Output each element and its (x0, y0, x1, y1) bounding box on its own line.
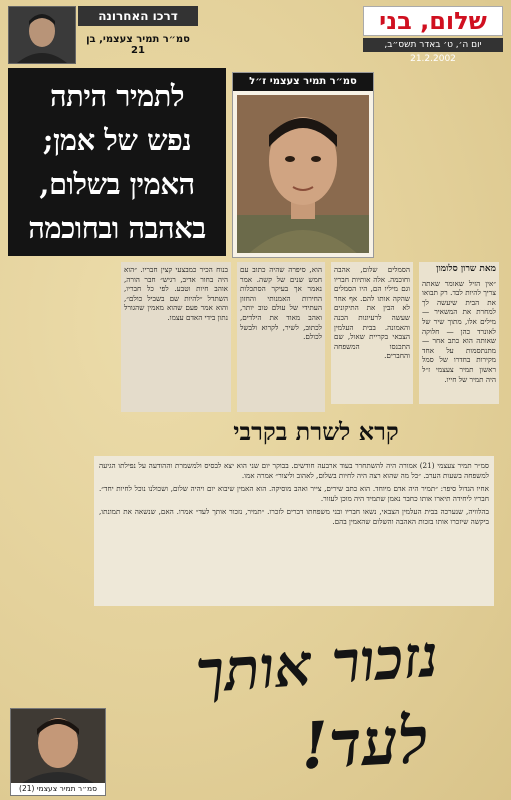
handwritten-line-1: נזכור אותך (193, 621, 441, 707)
last-path-labels (78, 6, 198, 62)
headline-line-3: האמין בשלום, (39, 167, 195, 201)
main-portrait (232, 72, 374, 258)
column-text: הסמלים שלום, אהבה וחוכמה. אלה אותיות חבריו וגם מיליו הם, היו הסמלים שהקה אותו להם. אף אחר לא הבין את התיקונים שעשה לרעיונות הכנה והאמונה. בבית העלמין הצבאי בקריית שאול, שם התכנסו המשפחה והחברים. (334, 265, 410, 361)
main-portrait-photo (237, 95, 369, 253)
article-column-3 (237, 262, 325, 412)
article-body-2 (94, 456, 494, 606)
subheading: קרא לשרת בקרבי (233, 417, 399, 446)
handwritten-line-2: לעד! (298, 702, 430, 785)
small-portrait-photo (8, 6, 76, 64)
bottom-portrait-caption: סמ״ר תמיר צעצמי (21) (11, 783, 105, 795)
shalom-title: שלום, בני (363, 6, 503, 36)
last-path-box (8, 6, 198, 62)
paragraph: סמ״ר תמיר צעצמי (21) אמורה היה להשתחרר בעוד ארבעה חודשים. בבוקר יום שני הוא יצא לבסיס ולמשמרת וההודעה על נפילתו הגיעה למשפחה בשעות הערב. ״כל מה שהוא רצה היה לחיות בשלום, לאהוב וליצור״ אמרה אמו. (99, 461, 489, 480)
article-column-2 (331, 262, 413, 404)
main-portrait-caption: סמ״ר תמיר צעצמי ז״ל (233, 73, 373, 91)
soldier-tag: סמ״ר תמיר צעצמי, בן 21 (86, 34, 190, 56)
dateline: יום ה׳, ט׳ באדר תשס״ב, 21.2.2002 (363, 38, 503, 52)
byline: מאת שרון סלומון (436, 264, 496, 274)
headline-line-2: נפש של אמן; (42, 123, 192, 157)
column-text: הוא, סיפרה שהיה כתוב עם חמש שנים של קשה. אמר נאמר אך בעיקר הסתכלות החירות האמנותי והחזון העתידי של עולם טוב יותר, ואהב מאוד את הילדים, לכתוב, לשיר, לקרוא ולבשל לכולם. (240, 265, 322, 342)
article-column-1 (419, 262, 499, 404)
column-text: בנוח הכיר כמבצעי קצין חבריו. ״הוא היה בחור אדיב, רגיש״ חבר הורה, אוהב חיות וטבע. לפי כל חבריו, השתדל ״להיות שם בשביל כולם״, והוא אמר פעם שהוא מאמין שהגורל נתון בידי האדם עצמו. (124, 265, 228, 322)
article-column-4 (121, 262, 231, 412)
portrait-icon (9, 7, 75, 63)
portrait-icon (11, 709, 105, 785)
paragraph: בהלוויה, שנערכה בבית העלמין הצבאי, נשאו חבריו ובני משפחתו דברים לזכרו. ״תמיר, נזכור אותך לעד״ אמרו. האם, שנשאה את תמונתו, ביקשה שיזכרו אותו בזכות האהבה והשלום שהאמין בהם. (99, 507, 489, 526)
last-path-tag: דרכו האחרונה (78, 6, 198, 26)
section-header (363, 6, 503, 64)
column-text: ״אין הזיל שאומר שאתה צריך להיות לבד. רק תבואו את הבית שיעשה לך למחרת את המשאיר — מילים אלו, מתוך שיר של לאונרד כהן — חלוקה שאותה הוא כתב אחר — מתנתסמות על אחד מקירות בחדרו של סמל ראשון תמיר צעצמי ז״ל היה תמיר של חייו. (422, 278, 496, 384)
paragraph: אחיו הגדול סיפר: ״תמיר היה אדם מיוחד. הוא כתב שירים, צייר ואהב מוסיקה. הוא האמין שיבוא יום ויהיה שלום, ושכולנו נוכל לחיות יחד״. חבריו ליחידה תיארו אותו כחבר נאמן שתמיד היה מוכן לעזור. (99, 484, 489, 503)
headline-line-1: לתמיר היתה (49, 79, 185, 113)
headline-block (8, 68, 226, 256)
bottom-portrait (10, 708, 106, 796)
portrait-icon (237, 95, 369, 253)
headline-line-4: באהבה ובחוכמה (28, 211, 206, 245)
